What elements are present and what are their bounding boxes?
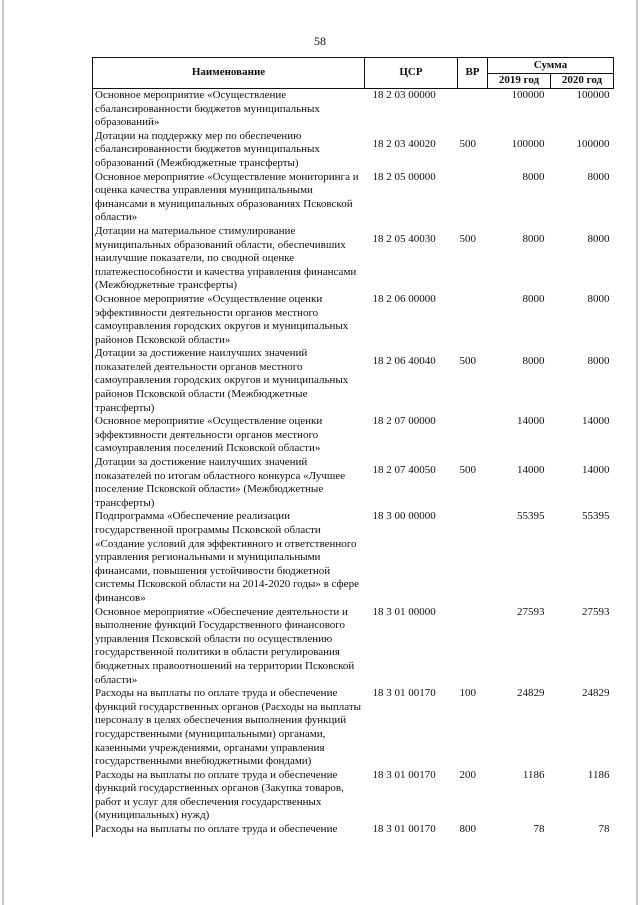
page-edge-left — [2, 0, 4, 905]
header-sum: Сумма — [488, 58, 614, 74]
row-vr-code — [458, 89, 488, 130]
header-csr: ЦСР — [365, 58, 458, 89]
row-amount-2019: 55395 — [517, 510, 545, 523]
row-csr-code: 18 2 07 40050 — [372, 464, 436, 477]
row-amount-2020: 8000 — [587, 355, 610, 368]
row-csr-code: 18 3 01 00170 — [372, 687, 436, 700]
row-name: Дотации за достижение наилучших значений показателей деятельности органов местного самоуправления городских округов и муниципальных районов Псковской области (Межбюджетные трансферты) — [93, 347, 365, 415]
table-row — [93, 687, 614, 769]
budget-table — [92, 57, 614, 837]
row-name: Расходы на выплаты по оплате труда и обеспечение функций государственных органов (Закупка товаров, работ и услуг для обеспечения государственных (муниципальных) нужд) — [93, 769, 365, 823]
page-edge-right — [636, 0, 638, 905]
row-vr-code — [458, 415, 488, 456]
table-row — [93, 293, 614, 347]
table-row — [93, 225, 614, 293]
row-csr-code: 18 2 03 00000 — [372, 89, 436, 101]
row-amount-2019: 8000 — [522, 170, 545, 183]
row-amount-2020: 8000 — [587, 292, 610, 305]
table-row — [93, 606, 614, 688]
row-vr-code — [458, 510, 488, 605]
row-vr-code: 100 — [459, 687, 476, 700]
row-amount-2019: 1186 — [522, 768, 545, 781]
row-name: Расходы на выплаты по оплате труда и обеспечение — [93, 823, 365, 837]
row-amount-2019: 8000 — [522, 232, 545, 245]
row-name: Основное мероприятие «Обеспечение деятельности и выполнение функций Государственного финансового управления Псковской области по осуществлению государственной политики в области регулирования бюджетных правоотношений на территории Псковской области» — [93, 606, 365, 688]
row-vr-code: 200 — [459, 768, 476, 781]
table-header — [93, 58, 614, 89]
table-row — [93, 456, 614, 510]
row-amount-2019: 8000 — [522, 292, 545, 305]
row-amount-2020: 78 — [598, 823, 610, 836]
row-amount-2020: 24829 — [582, 687, 610, 700]
row-vr-code — [458, 606, 488, 688]
row-amount-2020: 55395 — [582, 510, 610, 523]
row-amount-2019: 14000 — [517, 415, 545, 428]
row-amount-2020: 100000 — [576, 89, 610, 101]
row-name: Основное мероприятие «Осуществление оценки эффективности деятельности органов местного самоуправления поселений Псковской области» — [93, 415, 365, 456]
row-name: Дотации за достижение наилучших значений показателей по итогам областного конкурса «Лучшее поселение Псковской области» (Межбюджетные трансферты) — [93, 456, 365, 510]
row-vr-code — [458, 171, 488, 225]
row-amount-2019: 100000 — [511, 89, 545, 101]
row-csr-code: 18 2 06 40040 — [372, 355, 436, 368]
row-name: Основное мероприятие «Осуществление оценки эффективности деятельности органов местного самоуправления городских округов и муниципальных районов Псковской области» — [93, 293, 365, 347]
row-amount-2019: 14000 — [517, 464, 545, 477]
row-amount-2020: 14000 — [582, 464, 610, 477]
row-csr-code: 18 3 01 00000 — [372, 605, 436, 618]
row-name: Основное мероприятие «Осуществление сбалансированности бюджетов муниципальных образований» — [93, 89, 365, 130]
row-amount-2019: 78 — [533, 823, 545, 836]
table-row — [93, 171, 614, 225]
row-name: Дотации на поддержку мер по обеспечению сбалансированности бюджетов муниципальных образований (Межбюджетные трансферты) — [93, 130, 365, 171]
row-csr-code: 18 2 06 00000 — [372, 292, 436, 305]
row-csr-code: 18 2 03 40020 — [372, 137, 436, 150]
row-name: Дотации на материальное стимулирование муниципальных образований области, обеспечивших наилучшие показатели, по сводной оценке платежеспособности и качества управления финансами (Межбюджетные трансферты) — [93, 225, 365, 293]
row-csr-code: 18 3 01 00170 — [372, 823, 436, 836]
row-csr-code: 18 3 00 00000 — [372, 510, 436, 523]
row-amount-2020: 1186 — [587, 768, 610, 781]
row-name: Подпрограмма «Обеспечение реализации государственной программы Псковской области «Создание условий для эффективного и ответственного управления региональными и муниципальными финансами, повышения устойчивости бюджетной системы Псковской области на 2014-2020 годы» в сфере финансов» — [93, 510, 365, 605]
table-row — [93, 347, 614, 415]
header-vr: ВР — [458, 58, 488, 89]
table-row — [93, 823, 614, 837]
row-name: Основное мероприятие «Осуществление мониторинга и оценка качества управления муниципальными финансами в муниципальных образованиях Псковской области» — [93, 171, 365, 225]
row-csr-code: 18 3 01 00170 — [372, 768, 436, 781]
row-vr-code: 500 — [459, 355, 476, 368]
row-vr-code: 500 — [459, 464, 476, 477]
row-vr-code: 800 — [459, 823, 476, 836]
table-row — [93, 510, 614, 605]
row-csr-code: 18 2 07 00000 — [372, 415, 436, 428]
row-csr-code: 18 2 05 00000 — [372, 170, 436, 183]
table-row — [93, 769, 614, 823]
row-amount-2019: 27593 — [517, 605, 545, 618]
row-amount-2020: 27593 — [582, 605, 610, 618]
row-vr-code: 500 — [459, 232, 476, 245]
row-amount-2020: 8000 — [587, 232, 610, 245]
row-amount-2020: 14000 — [582, 415, 610, 428]
row-csr-code: 18 2 05 40030 — [372, 232, 436, 245]
row-amount-2019: 100000 — [511, 137, 545, 150]
row-amount-2020: 100000 — [576, 137, 610, 150]
row-amount-2019: 8000 — [522, 355, 545, 368]
header-name: Наименование — [93, 58, 365, 89]
row-amount-2020: 8000 — [587, 170, 610, 183]
row-vr-code: 500 — [459, 137, 476, 150]
table-body — [93, 89, 614, 837]
table-row — [93, 415, 614, 456]
table-row — [93, 89, 614, 130]
header-year-2020: 2020 год — [551, 74, 614, 89]
page-number: 58 — [314, 34, 326, 48]
row-vr-code — [458, 293, 488, 347]
row-name: Расходы на выплаты по оплате труда и обеспечение функций государственных органов (Расходы на выплаты персоналу в целях обеспечения выполнения функций государственными (муниципальными) органами, казенными учреждениями, органами управления государственными внебюджетными фондами) — [93, 687, 365, 769]
row-amount-2019: 24829 — [517, 687, 545, 700]
header-year-2019: 2019 год — [488, 74, 551, 89]
table-row — [93, 130, 614, 171]
